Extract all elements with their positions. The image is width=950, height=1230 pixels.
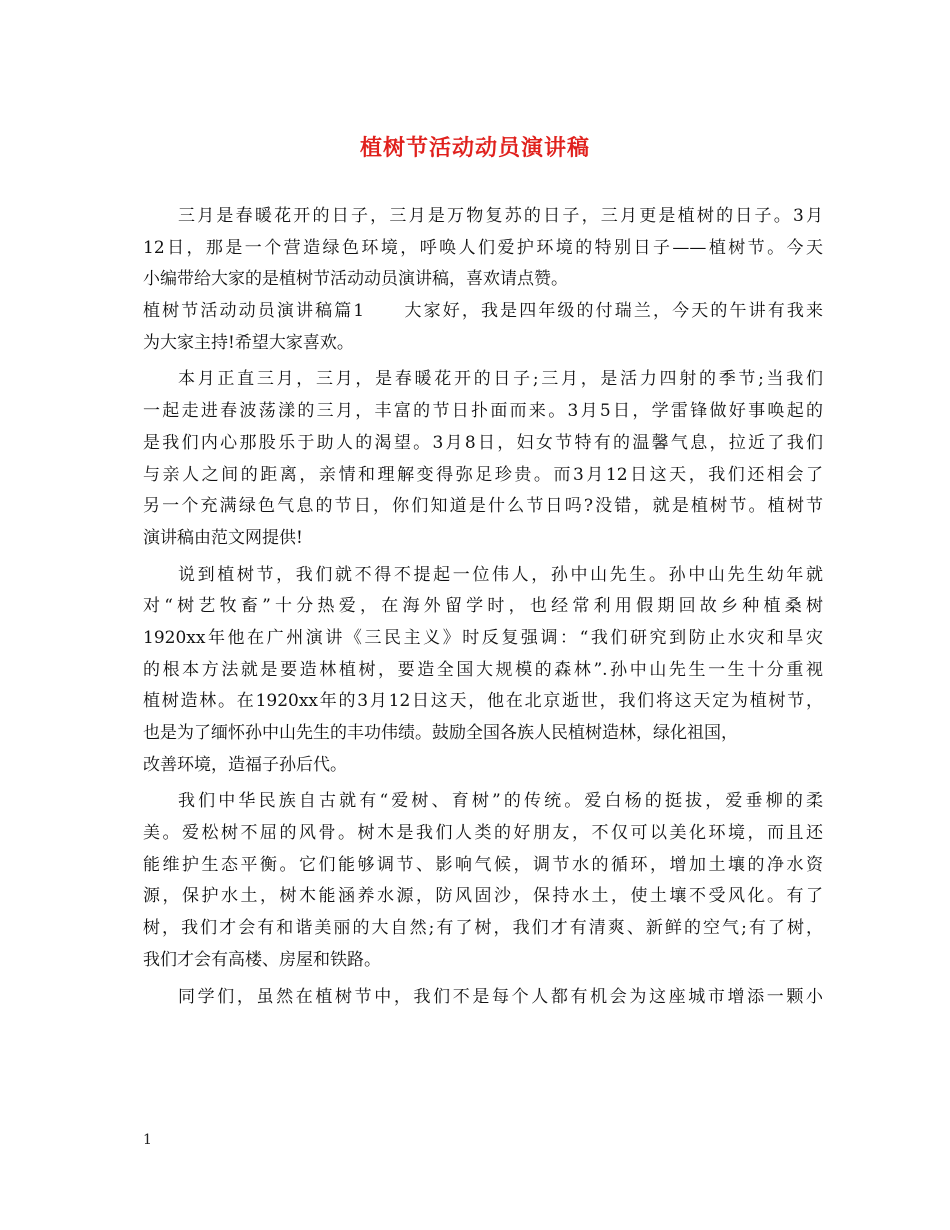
text-line: 小编带给大家的是植树节活动动员演讲稿，喜欢请点赞。 bbox=[143, 269, 568, 290]
text-line: 1920xx年他在广州演讲《三民主义》时反复强调：“我们研究到防止水灾和旱灾 bbox=[143, 627, 823, 648]
text-line: 演讲稿由范文网提供! bbox=[143, 527, 303, 548]
paragraph-first-line: 我们中华民族自古就有“爱树、育树”的传统。爱白杨的挺拔，爱垂柳的柔 bbox=[178, 791, 823, 812]
paragraph-first-line: 说到植树节，我们就不得不提起一位伟人，孙中山先生。孙中山先生幼年就 bbox=[178, 564, 823, 585]
document-body bbox=[143, 201, 823, 1013]
paragraph-first-line: 同学们，虽然在植树节中，我们不是每个人都有机会为这座城市增添一颗小 bbox=[178, 986, 823, 1007]
page-number: 1 bbox=[143, 1132, 152, 1148]
text-line: 改善环境，造福子孙后代。 bbox=[143, 754, 347, 775]
text-line: 树，我们才会有和谐美丽的大自然;有了树，我们才有清爽、新鲜的空气;有了树， bbox=[143, 918, 823, 939]
text-line: 植树造林。在1920xx年的3月12日这天，他在北京逝世，我们将这天定为植树节， bbox=[143, 691, 823, 712]
text-line: 与亲人之间的距离，亲情和理解变得弥足珍贵。而3月12日这天，我们还相会了 bbox=[143, 464, 823, 485]
text-line: 的根本方法就是要造林植树，要造全国大规模的森林”.孙中山先生一生十分重视 bbox=[143, 659, 823, 680]
text-line: 美。爱松树不屈的风骨。树木是我们人类的好朋友，不仅可以美化环境，而且还 bbox=[143, 823, 823, 844]
text-line: 我们才会有高楼、房屋和铁路。 bbox=[143, 949, 381, 970]
text-line: 也是为了缅怀孙中山先生的丰功伟绩。鼓励全国各族人民植树造林，绿化祖国， bbox=[143, 723, 738, 743]
text-line: 植树节活动动员演讲稿篇1 大家好，我是四年级的付瑞兰，今天的午讲有我来 bbox=[143, 301, 823, 322]
text-line: 另一个充满绿色气息的节日，你们知道是什么节日吗?没错，就是植树节。植树节 bbox=[143, 496, 823, 517]
paragraph-first-line: 三月是春暖花开的日子，三月是万物复苏的日子，三月更是植树的日子。3月 bbox=[178, 206, 823, 226]
text-line: 12日，那是一个营造绿色环境，呼唤人们爱护环境的特别日子——植树节。今天 bbox=[143, 237, 823, 258]
text-line: 对“树艺牧畜”十分热爱，在海外留学时，也经常利用假期回故乡种植桑树 bbox=[143, 596, 823, 617]
document-title: 植树节活动动员演讲稿 bbox=[359, 135, 590, 161]
text-line: 源，保护水土，树木能涵养水源，防风固沙，保持水土，使土壤不受风化。有了 bbox=[143, 886, 823, 907]
text-line: 能维护生态平衡。它们能够调节、影响气候，调节水的循环，增加土壤的净水资 bbox=[143, 854, 823, 875]
paragraph-first-line: 本月正直三月，三月，是春暖花开的日子;三月，是活力四射的季节;当我们 bbox=[178, 369, 823, 390]
text-line: 是我们内心那股乐于助人的渴望。3月8日，妇女节特有的温馨气息，拉近了我们 bbox=[143, 432, 823, 453]
text-line: 为大家主持!希望大家喜欢。 bbox=[143, 332, 354, 353]
text-line: 一起走进春波荡漾的三月，丰富的节日扑面而来。3月5日，学雷锋做好事唤起的 bbox=[143, 401, 823, 422]
